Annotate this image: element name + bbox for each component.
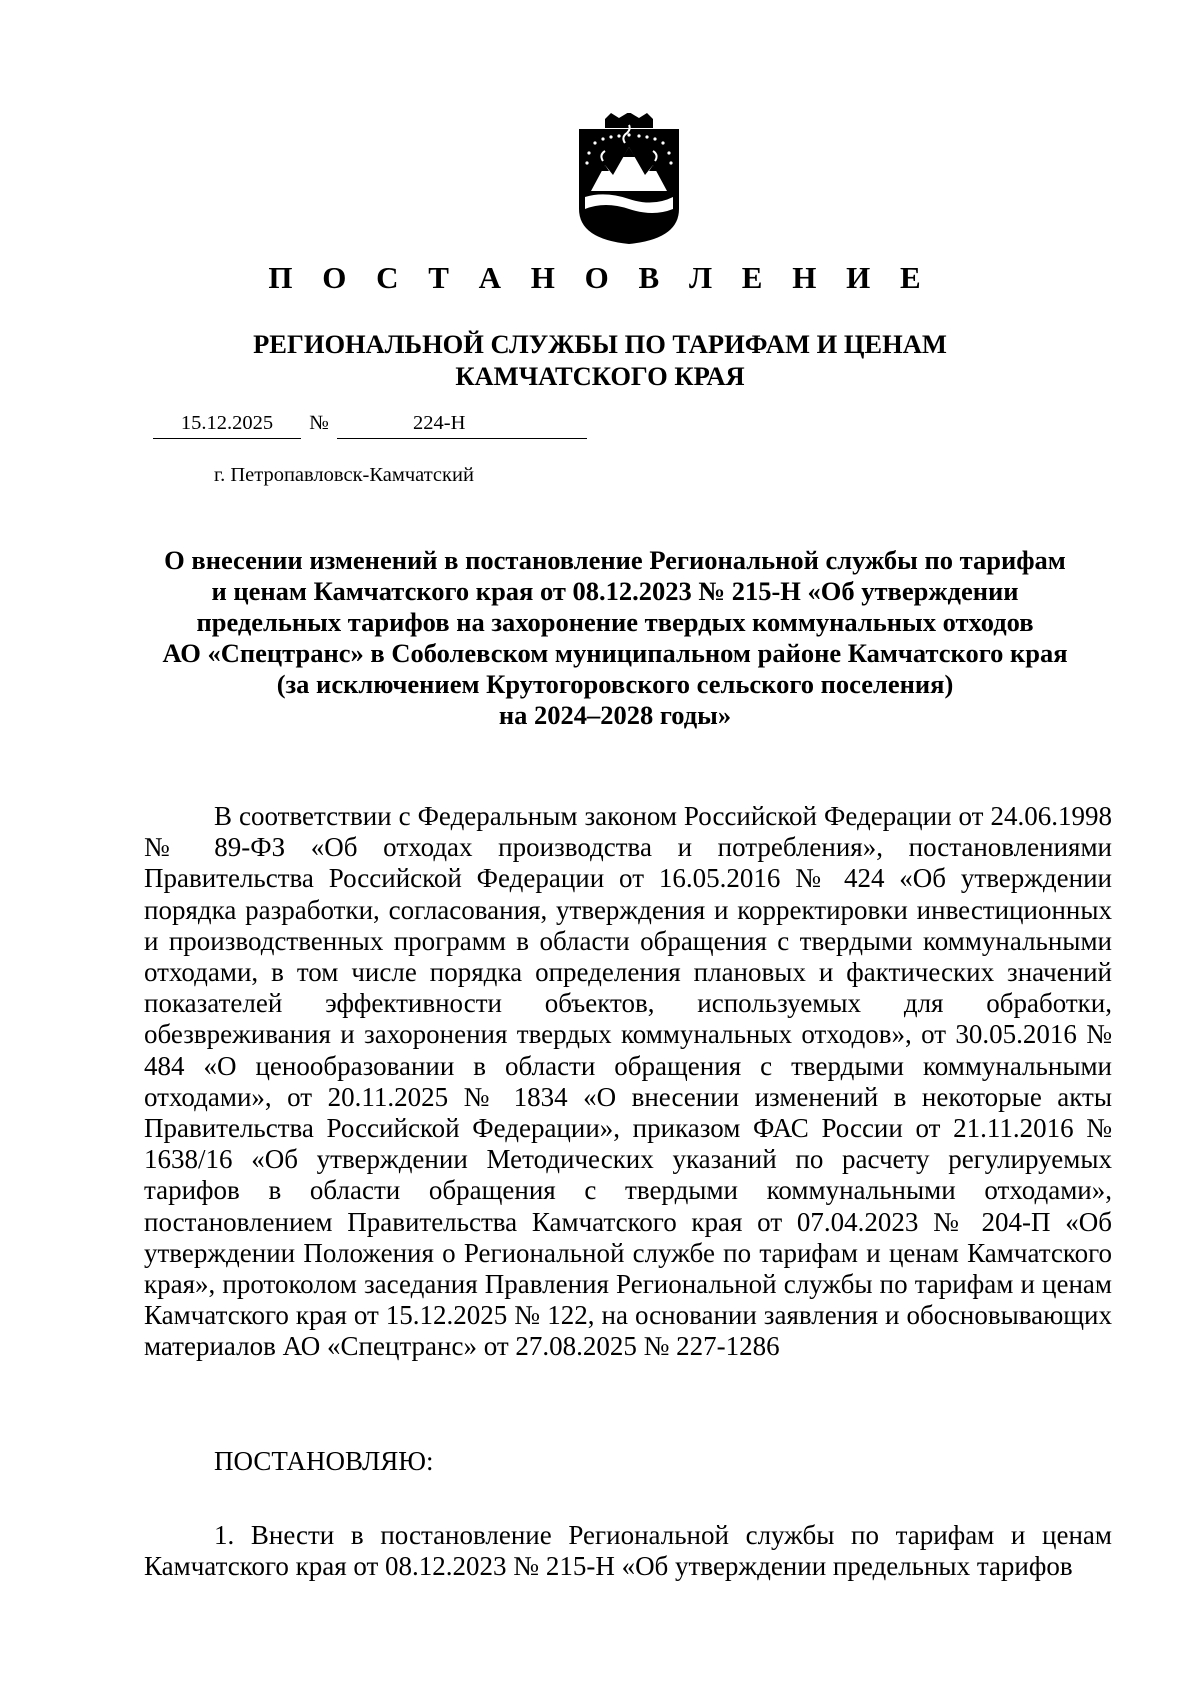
document-city: г. Петропавловск-Камчатский — [214, 464, 474, 486]
subject-line: АО «Спецтранс» в Соболевском муниципальном районе Камчатского края — [162, 638, 1068, 668]
org-line-2: КАМЧАТСКОГО КРАЯ — [455, 361, 745, 391]
preamble-paragraph: В соответствии с Федеральным законом Российской Федерации от 24.06.1998 № 89-ФЗ «Об отходах производства и потребления», постановлениями Правительства Российской Федерации от 16.05.2016 № 424 «Об утверждении порядка разработки, согласования, утверждения и корректировки инвестиционных и производственных программ в области обращения с твердыми коммунальными отходами, в том числе порядка определения плановых и фактических значений показателей эффективности объектов, используемых для обработки, обезвреживания и захоронения твердых коммунальных отходов», от 30.05.2016 № 484 «О ценообразовании в области обращения с твердыми коммунальными отходами», от 20.11.2025 № 1834 «О внесении изменений в некоторые акты Правительства Российской Федерации», приказом ФАС России от 21.11.2016 № 1638/16 «Об утверждении Методических указаний по расчету регулируемых тарифов в области обращения с твердыми коммунальными отходами», постановлением Правительства Камчатского края от 07.04.2023 № 204-П «Об утверждении Положения о Региональной службе по тарифам и ценам Камчатского края», протоколом заседания Правления Региональной службы по тарифам и ценам Камчатского края от 15.12.2025 № 122, на основании заявления и обосновывающих материалов АО «Спецтранс» от 27.08.2025 № 227-1286 — [144, 801, 1112, 1362]
document-date: 15.12.2025 — [153, 408, 301, 439]
subject-line: (за исключением Крутогоровского сельского поселения) — [276, 669, 954, 699]
org-line-1: РЕГИОНАЛЬНОЙ СЛУЖБЫ ПО ТАРИФАМ И ЦЕНАМ — [253, 329, 947, 359]
subject-line: предельных тарифов на захоронение твердых коммунальных отходов — [196, 607, 1034, 637]
number-label: № — [309, 412, 329, 434]
subject-line: на 2024–2028 годы» — [498, 700, 732, 730]
resolve-heading: ПОСТАНОВЛЯЮ: — [214, 1446, 434, 1476]
kamchatka-coat-of-arms-icon — [575, 113, 683, 245]
document-subject — [130, 545, 1100, 731]
document-number: 224-Н — [337, 408, 587, 439]
item-1-paragraph: 1. Внести в постановление Региональной службы по тарифам и ценам Камчатского края от 08.12.2023 № 215-Н «Об утверждении предельных тарифов — [144, 1520, 1112, 1582]
subject-line: и ценам Камчатского края от 08.12.2023 № 215-Н «Об утверждении — [211, 576, 1019, 606]
document-type-title: П О С Т А Н О В Л Е Н И Е — [268, 260, 932, 295]
subject-line: О внесении изменений в постановление Региональной службы по тарифам — [164, 545, 1066, 575]
issuing-organization — [150, 328, 1050, 392]
